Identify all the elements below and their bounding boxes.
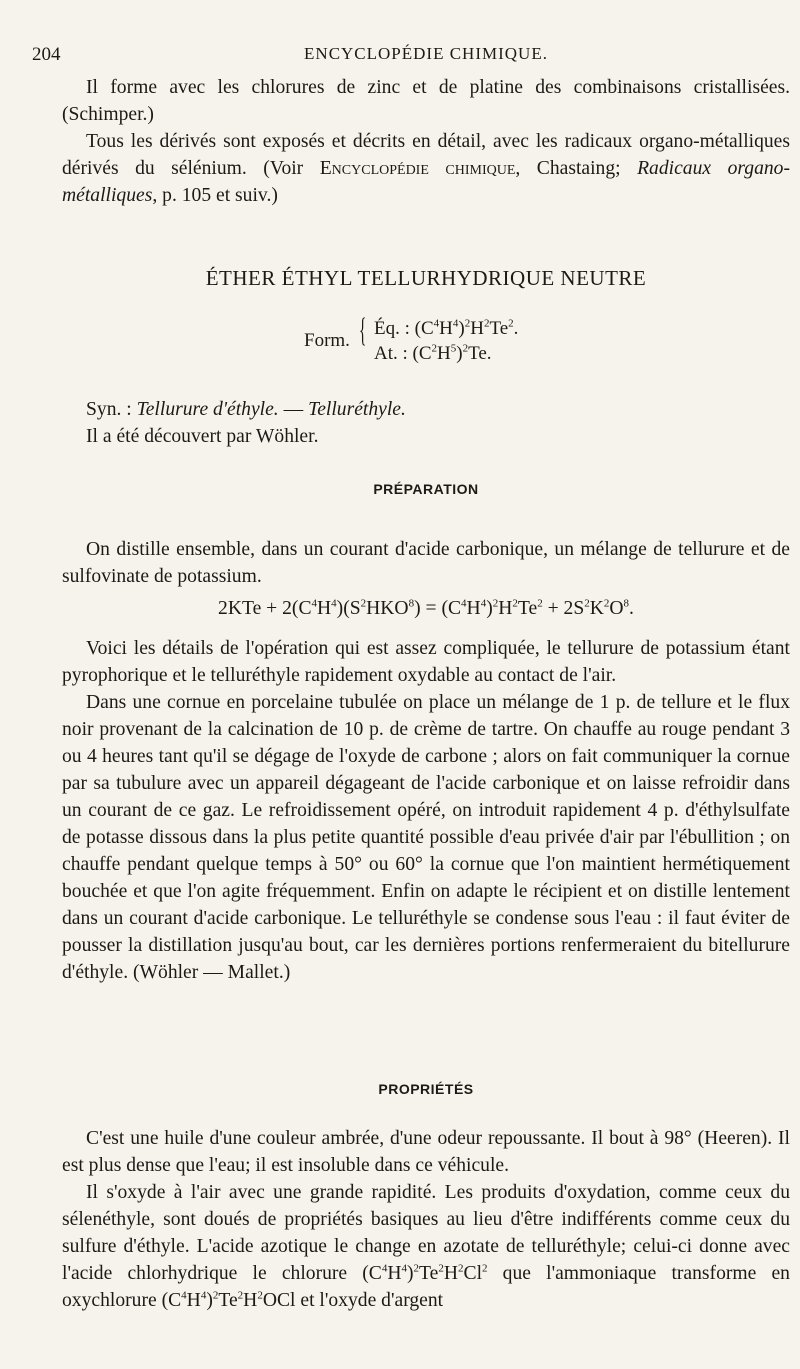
formula-label: Form.: [304, 330, 350, 351]
formula-equivalent: Éq. : $(C^4H^4)^2H^2Te^2$.: [374, 317, 519, 339]
running-title: ENCYCLOPÉDIE CHIMIQUE.: [304, 44, 548, 63]
paragraph: C'est une huile d'une couleur ambrée, d'une odeur repoussante. Il bout à 98° (Heeren). Il est plus dense que l'eau; il est insoluble dans ce véhicule.: [62, 1128, 790, 1176]
brace-icon: {: [359, 312, 367, 349]
formula-atomic: At. : $(C^2H^5)^2Te$.: [374, 342, 492, 364]
paragraph-reference: Tous les dérivés sont exposés et décrits en détail, avec les radicaux organo-métalliques dérivés du sélénium. (Voir Encyclopédie chimique, Chastaing; Radicaux organo-métalliques, p. 105 et suiv.): [62, 131, 790, 206]
section-title: ÉTHER ÉTHYL TELLURHYDRIQUE NEUTRE: [205, 266, 647, 290]
paragraph: Il s'oxyde à l'air avec une grande rapidité. Les produits d'oxydation, comme ceux du sélenéthyle, sont doués de propriétés basiques au lieu d'être indifférents comme ceux du sulfure d'éthyle. L'acide azotique le change en azotate de telluréthyle; celui-ci donne avec l'acide chlorhydrique le chlorure $(C^4H^4)^2Te^2H^2Cl^2$ que l'ammoniaque transforme en oxychlorure $(C^4H^4)^2Te^2H^2OCl$ et l'oxyde d'argent: [62, 1182, 790, 1311]
paragraph: Il forme avec les chlorures de zinc et de platine des combinaisons cristallisées. (Schimper.): [62, 77, 790, 125]
encyclopedia-reference: Encyclopédie chimique: [319, 158, 516, 179]
discovery-note: Il a été découvert par Wöhler.: [86, 426, 319, 447]
book-title: Radicaux organo-métalliques: [62, 158, 790, 206]
paragraph: Dans une cornue en porcelaine tubulée on place un mélange de 1 p. de tellure et le flux noir provenant de la calcination de 10 p. de crème de tartre. On chauffe au rouge pendant 3 ou 4 heures tant qu'il se dégage de l'oxyde de carbone ; alors on fait communiquer la cornue par sa tubulure avec un appareil dégageant de l'acide carbonique et on laisse refroidir dans un courant de ce gaz. Le refroidissement opéré, on introduit rapidement 4 p. d'éthylsulfate de potasse dissous dans la plus petite quantité possible d'eau privée d'air par l'ébullition ; on chauffe pendant quelque temps à 50° ou 60° la cornue que l'on maintient hermétiquement bouchée et que l'on agite fréquemment. Enfin on adapte le récipient et on distille lentement dans un courant d'acide carbonique. Le telluréthyle se condense sous l'eau : il faut éviter de pousser la distillation jusqu'au bout, car les dernières portions renfermeraient du bitellurure d'éthyle. (Wöhler — Mallet.): [62, 692, 790, 983]
paragraph: Voici les détails de l'opération qui est assez compliquée, le tellurure de potassium étant pyrophorique et le telluréthyle rapidement oxydable au contact de l'air.: [62, 638, 790, 686]
running-header: [32, 44, 790, 66]
preparation-intro: [62, 536, 790, 590]
properties-heading: PROPRIÉTÉS: [378, 1081, 474, 1097]
intro-text: [62, 74, 790, 209]
preparation-text: [62, 635, 790, 986]
preparation-heading: PRÉPARATION: [373, 481, 479, 497]
properties-text: [62, 1125, 790, 1314]
paragraph: On distille ensemble, dans un courant d'acide carbonique, un mélange de tellurure et de sulfovinate de potassium.: [62, 539, 790, 587]
page-number: 204: [32, 44, 61, 65]
synonyms: Syn. : Tellurure d'éthyle. — Telluréthyle. Il a été découvert par Wöhler.: [62, 396, 790, 450]
reaction-equation: $2KTe + 2(C^4H^4)(S^2HKO^8) = (C^4H^4)^2H^2Te^2 + 2S^2K^2O^8$.: [218, 597, 634, 619]
